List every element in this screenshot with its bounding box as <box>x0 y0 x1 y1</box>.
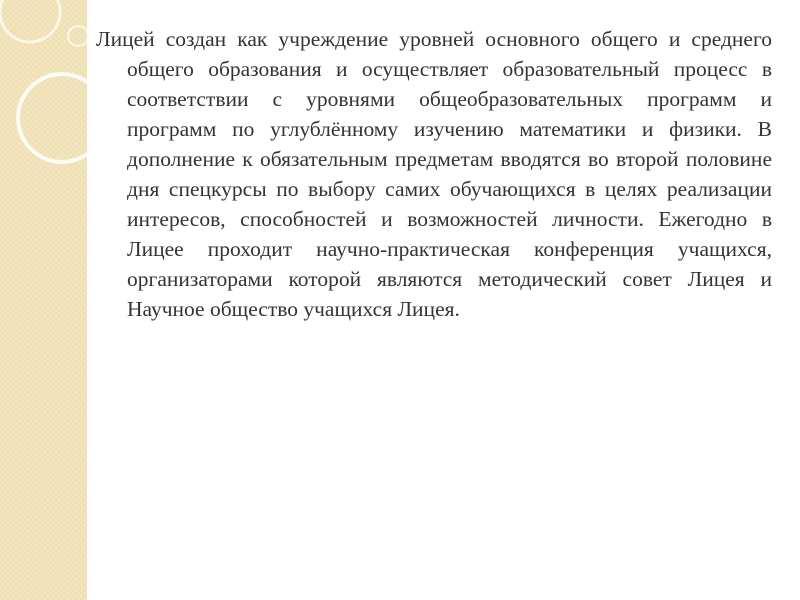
body-paragraph: Лицей создан как учреждение уровней основного общего и среднего общего образования и осуществляет образовательный процесс в соответствии с уровнями общеобразовательных программ и программ по углублённому изучению математики и физики. В дополнение к обязательным предметам вводятся во второй половине дня спецкурсы по выбору самих обучающихся в целях реализации интересов, способностей и возможностей личности. Ежегодно в Лицее проходит научно-практическая конференция учащихся, организаторами которой являются методический совет Лицея и Научное общество учащихся Лицея. <box>96 27 772 321</box>
decorative-ring-large <box>18 74 106 162</box>
decorative-ring-small <box>68 26 88 46</box>
decorative-ring-top <box>0 0 60 42</box>
